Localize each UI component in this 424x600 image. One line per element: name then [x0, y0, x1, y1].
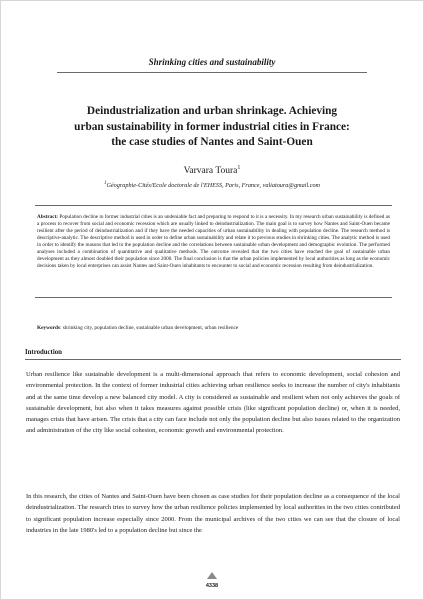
title-line-2: urban sustainability in former industrial cities in France:	[74, 120, 350, 133]
title-line-1: Deindustrialization and urban shrinkage. Achieving	[86, 105, 338, 117]
abstract-box	[35, 205, 392, 298]
keywords-label: Keywords	[37, 325, 60, 331]
page-number-ornament-icon	[207, 572, 217, 579]
running-header: Shrinking cities and sustainability	[148, 57, 276, 67]
body-paragraph-2: In this research, the cities of Nantes and Saint-Ouen have been chosen as case studies for their population decline as a consequence of the local deindustrialization. The research tries to survey how the urban resilience policies implemented by local authorities in the two cities contributed to significant population increase especially since 2000. From the municipal archives of the two cities we can see that the closure of local industries in the late 1980's led to a population decline but since the	[26, 493, 400, 534]
author-line	[1, 165, 423, 176]
abstract-label: Abstract:	[37, 214, 59, 220]
abstract-paragraph	[37, 214, 390, 270]
body-paragraph-1: Urban resilience like sustainable development is a multi-dimensional approach that refers to economic development, social cohesion and environmental protection. In the context of former industrial cities achieving urban resilience seeks to increase the number of city's inhabitants and at the same time develop a new balanced city model. A city is considered as sustainable and resilient when not only achieves the goals of sustainable development, but also when it takes measures against possible crisis (like significant population decline) or, when it is needed, manages crisis that have arisen. The crisis that a city can face include not only the population decline but also issues related to the organization and administration of the city like social cohesion, economic growth and environmental protection.	[26, 371, 400, 435]
page-number: 4338	[205, 583, 219, 589]
affiliation-text: Géographie-Cités/Ecole doctorale de l'EHESS, Paris, France, valiatoura@gmail.com	[106, 182, 321, 190]
author-name: Varvara Toura	[183, 166, 238, 177]
keywords-text: : shrinking city, population decline, sustainable urban development, urban resilience	[59, 325, 239, 331]
abstract-text: Population decline in former industrial cities is an undeniable fact and preparing to respond to it is a necessity. In my research urban sustainability is defined as a process to recover from social and economic recession which are usually linked to deindustrialization. The main goal is to survey how Nantes and Saint-Ouen became resilient after the period of deindustrialization and if they have the needed capacities of urban sustainability in dealing with population decline. The research method is descriptive-analytic. The descriptive method is used in order to define urban sustainability and relate it to previous studies in shrinking cities. The analytic method is used in order to identify the reasons that led to the population decline and the correlations between sustainable urban development and demographic evolution. The performed analyses included a combination of quantitative and qualitative methods. The outcome revealed that the two cities have reached the goal of sustainable urban development as they almost doubled their population since 2000. The final conclusion is that the urban policies implemented by local authorities as long as the economic decisions taken by local enterprises can assist Nantes and Saint-Ouen inhabitants to encounter to social and economic recession resulting from deindustrialization.	[37, 214, 390, 269]
section-divider	[25, 359, 401, 360]
keywords-line	[37, 325, 392, 332]
title-line-3: the case studies of Nantes and Saint-Ouen	[111, 136, 313, 148]
header-divider	[57, 72, 367, 73]
paper-title	[41, 104, 383, 151]
author-footnote-marker: 1	[237, 165, 241, 171]
section-heading-introduction: Introduction	[25, 349, 62, 356]
affiliation-marker: 1	[103, 181, 107, 186]
affiliation-line	[1, 181, 423, 189]
